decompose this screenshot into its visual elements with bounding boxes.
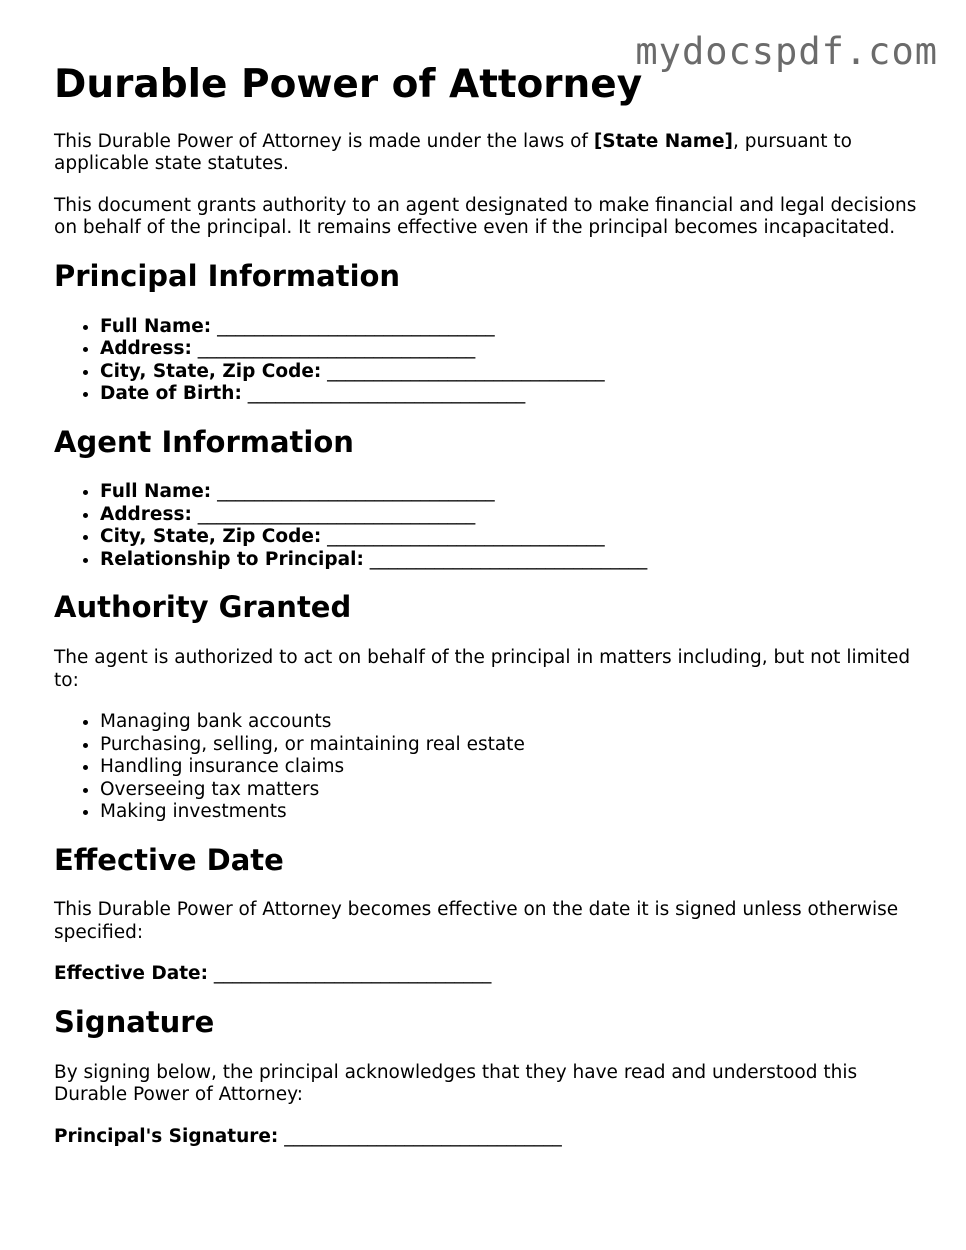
agent-relationship-field[interactable] [100,549,934,572]
page-title: Durable Power of Attorney [54,62,643,107]
agent-section [54,425,934,572]
authority-list [54,711,934,824]
state-name-placeholder: [State Name] [593,130,733,152]
blank-line: ______________________________ [213,963,492,985]
field-label: Principal's Signature: [54,1125,279,1147]
field-label: Address: [100,338,192,360]
field-label: Full Name: [100,315,212,337]
blank-line: ______________________________ [197,503,476,525]
authority-section [54,590,934,823]
intro-text-after: , pursuant to applicable state statutes. [54,130,852,175]
signature-text: By signing below, the principal acknowledges that they have read and understood this Durable Power of Attorney: [54,1061,858,1106]
field-label: Effective Date: [54,963,208,985]
document-page [54,62,934,1167]
blank-line: ______________________________ [327,360,605,382]
authority-heading: Authority Granted [54,590,352,625]
principal-city-state-zip-field[interactable] [100,361,934,384]
authority-item: • Overseeing tax matters [100,779,934,802]
principal-fields-list [54,316,934,406]
authority-item: • Making investments [100,801,934,824]
agent-fields-list [54,481,934,571]
blank-line: ______________________________ [217,315,495,337]
signature-section [54,1005,934,1148]
agent-full-name-field[interactable] [100,481,934,504]
intro-text-before: This Durable Power of Attorney is made under the laws of [54,130,594,152]
blank-line: ______________________________ [284,1125,562,1147]
field-label: Date of Birth: [100,383,242,405]
intro-paragraph-1 [54,131,934,176]
principal-address-field[interactable] [100,338,934,361]
intro-paragraph-2: This document grants authority to an agent designated to make financial and legal decisions on behalf of the principal. It remains effective even if the principal becomes incapacitated. [54,194,917,239]
field-label: City, State, Zip Code: [100,526,322,548]
effective-date-section [54,843,934,986]
effective-date-text: This Durable Power of Attorney becomes effective on the date it is signed unless otherwise specified: [54,899,899,943]
blank-line: ______________________________ [247,383,526,405]
principal-full-name-field[interactable] [100,316,934,339]
authority-item: • Handling insurance claims [100,756,934,779]
effective-date-field[interactable] [54,963,934,986]
principal-signature-field[interactable] [54,1126,934,1149]
field-label: City, State, Zip Code: [100,360,322,382]
authority-item: • Purchasing, selling, or maintaining real estate [100,734,934,757]
blank-line: ______________________________ [217,481,495,503]
blank-line: ______________________________ [197,338,476,360]
principal-heading: Principal Information [54,258,401,293]
authority-item: • Managing bank accounts [100,711,934,734]
signature-heading: Signature [54,1004,215,1039]
field-label: Address: [100,503,192,525]
principal-section [54,259,934,406]
agent-address-field[interactable] [100,504,934,527]
field-label: Relationship to Principal: [100,548,364,570]
blank-line: ______________________________ [369,548,648,570]
effective-date-heading: Effective Date [54,842,284,877]
field-label: Full Name: [100,481,212,503]
agent-city-state-zip-field[interactable] [100,526,934,549]
authority-intro: The agent is authorized to act on behalf of the principal in matters including, but not limited to: [54,647,911,691]
blank-line: ______________________________ [327,526,605,548]
watermark: mydocspdf.com [635,30,938,73]
agent-heading: Agent Information [54,424,354,459]
principal-date-of-birth-field[interactable] [100,383,934,406]
